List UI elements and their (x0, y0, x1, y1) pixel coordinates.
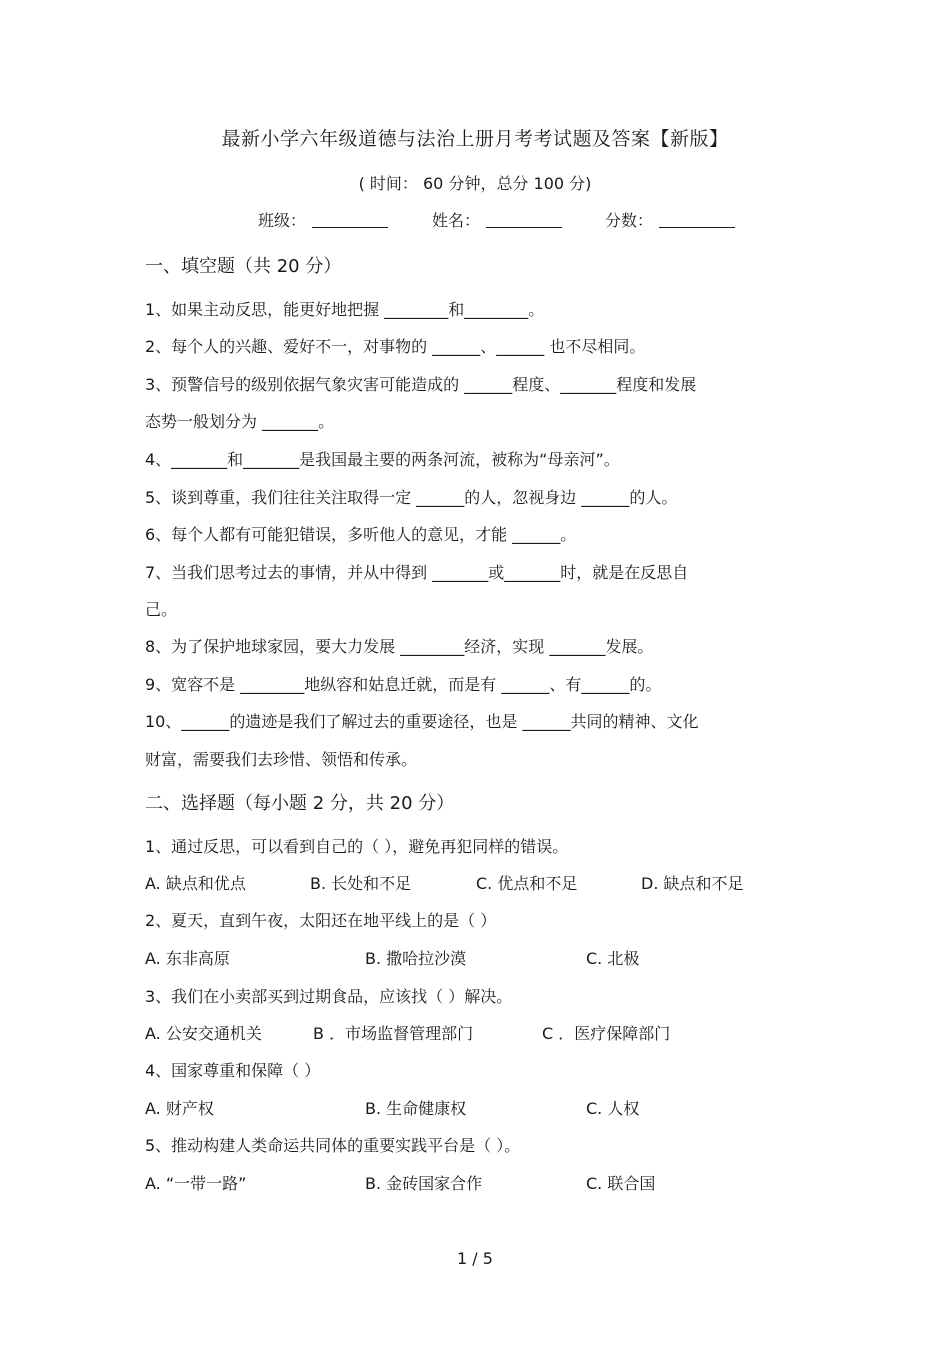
score-blank (659, 215, 735, 228)
choice-option: D. 缺点和不足 (641, 874, 744, 893)
name-field (432, 213, 562, 229)
question-line: 9、宽容不是 ________地纵容和姑息迁就，而是有 ______、有______的。 (145, 675, 662, 694)
question-line: 6、每个人都有可能犯错误，多听他人的意见，才能 ______。 (145, 525, 577, 544)
choice-option: A. 缺点和优点 (145, 874, 246, 893)
choice-option: C. 北极 (586, 949, 640, 968)
question-line: 5、谈到尊重，我们往往关注取得一定 ______的人，忽视身边 ______的人。 (145, 488, 678, 507)
name-blank (486, 215, 562, 228)
question-line: 10、______的遗迹是我们了解过去的重要途径，也是 ______共同的精神、文化 (145, 712, 699, 731)
choice-option: B. 长处和不足 (310, 874, 412, 893)
question-line: 财富，需要我们去珍惜、领悟和传承。 (145, 750, 418, 769)
choice-option: A. 公安交通机关 (145, 1024, 262, 1043)
score-field (605, 213, 735, 229)
page-indicator: 1 / 5 (457, 1249, 493, 1268)
question-line: 8、为了保护地球家园，要大力发展 ________经济，实现 _______发展。 (145, 637, 654, 656)
choice-option: C. 优点和不足 (476, 874, 578, 893)
name-label: 姓名： (432, 211, 481, 230)
exam-time-score: ( 时间： 60 分钟，总分 100 分) (358, 174, 592, 193)
question-line: 1、如果主动反思，能更好地把握 ________和________。 (145, 300, 545, 319)
question-stem: 1、通过反思，可以看到自己的（ ），避免再犯同样的错误。 (145, 837, 569, 856)
question-line: 3、预警信号的级别依据气象灾害可能造成的 ______程度、_______程度和发展 (145, 375, 697, 394)
choice-option: C. 联合国 (586, 1174, 656, 1193)
question-stem: 3、我们在小卖部买到过期食品，应该找（ ）解决。 (145, 987, 513, 1006)
section-heading-multiple-choice: 二、选择题（每小题 2 分，共 20 分） (145, 793, 455, 814)
choice-option: B. 生命健康权 (365, 1099, 467, 1118)
question-line: 2、每个人的兴趣、爱好不一，对事物的 ______、______ 也不尽相同。 (145, 337, 646, 356)
choice-option: A. “一带一路” (145, 1174, 247, 1193)
choice-option: C ．医疗保障部门 (542, 1024, 671, 1043)
class-field (258, 213, 388, 229)
choice-option: B. 金砖国家合作 (365, 1174, 483, 1193)
class-label: 班级： (258, 211, 307, 230)
choice-option: A. 财产权 (145, 1099, 214, 1118)
choice-option: A. 东非高原 (145, 949, 230, 968)
class-blank (312, 215, 388, 228)
choice-option: B. 撒哈拉沙漠 (365, 949, 467, 968)
question-stem: 4、国家尊重和保障（ ） (145, 1061, 321, 1080)
question-line: 4、_______和_______是我国最主要的两条河流，被称为“母亲河”。 (145, 450, 620, 469)
choice-option: C. 人权 (586, 1099, 640, 1118)
question-line: 己。 (145, 600, 178, 619)
question-stem: 2、夏天，直到午夜，太阳还在地平线上的是（ ） (145, 911, 497, 930)
section-heading-fill-blank: 一、填空题（共 20 分） (145, 256, 342, 277)
question-line: 7、当我们思考过去的事情，并从中得到 _______或_______时，就是在反思自 (145, 563, 689, 582)
exam-title: 最新小学六年级道德与法治上册月考考试题及答案【新版】 (221, 128, 729, 150)
question-stem: 5、推动构建人类命运共同体的重要实践平台是（ ）。 (145, 1136, 521, 1155)
choice-option: B ．市场监督管理部门 (313, 1024, 474, 1043)
question-line: 态势一般划分为 _______。 (145, 412, 335, 431)
score-label: 分数： (605, 211, 654, 230)
